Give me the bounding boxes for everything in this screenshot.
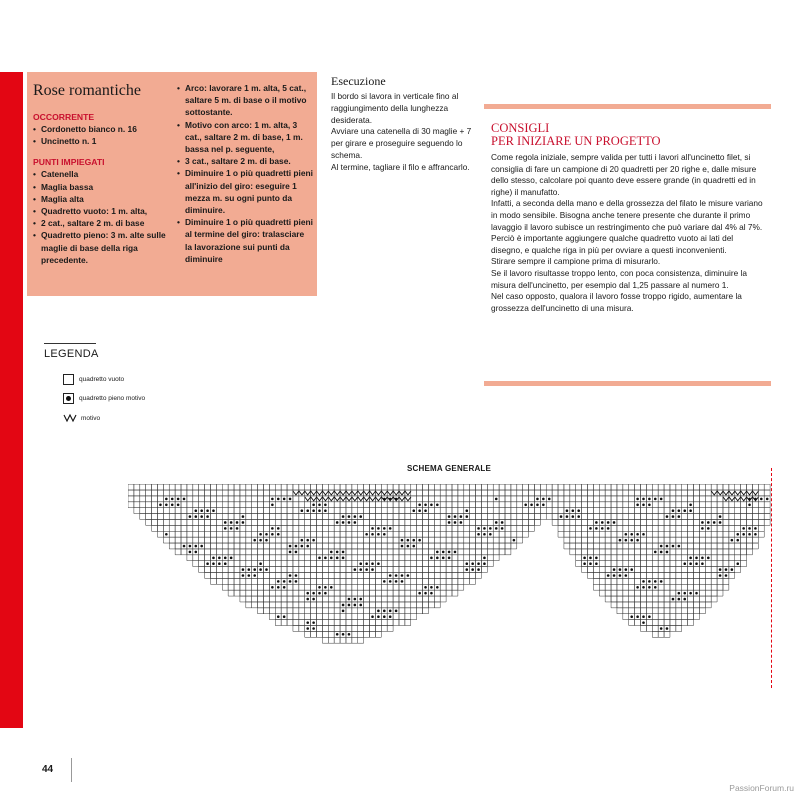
list-item: • 2 cat., saltare 2 m. di base	[33, 217, 175, 229]
tips-paragraph: Infatti, a seconda della mano e della grossezza del filato le misure variano in modo sensibile. Bisogna anche tenere presente che durante il primo lavaggio il lavoro subisce un restringimento che può variare dal 4% al 7%. Perciò è importante aggiungere qualche quadretto vuoto ai lati del disegno, e qualche riga in più per ovviare a questi inconvenienti.	[491, 198, 763, 255]
tips-title	[491, 122, 766, 148]
recipe-title: Rose romantiche	[33, 82, 141, 99]
empty-square-icon	[63, 374, 74, 385]
repeat-marker-line	[771, 468, 772, 688]
motif-icon	[63, 413, 77, 423]
list-item: • Maglia bassa	[33, 181, 175, 193]
list-item: • Arco: lavorare 1 m. alta, 5 cat., saltare 5 m. di base o il motivo sottostante.	[177, 82, 313, 119]
list-item: • Uncinetto n. 1	[33, 135, 175, 147]
list-item: • Motivo con arco: 1 m. alta, 3 cat., saltare 2 m. di base, 1 m. bassa nel p. seguente,	[177, 119, 313, 156]
side-accent-bar	[0, 72, 23, 728]
materials-heading: OCCORRENTE	[33, 112, 95, 122]
watermark: PassionForum.ru	[729, 783, 794, 793]
tips-title-line: CONSIGLI	[491, 121, 550, 135]
legend-item	[63, 413, 100, 423]
recipe-box	[27, 72, 317, 296]
filled-square-icon	[63, 393, 74, 404]
list-item: • Cordonetto bianco n. 16	[33, 123, 175, 135]
legend-rule	[44, 343, 96, 344]
tips-bottom-rule	[484, 381, 771, 386]
tips-title-line: PER INIZIARE UN PROGETTO	[491, 134, 661, 148]
tips-top-rule	[484, 104, 771, 109]
legend-title: LEGENDA	[44, 348, 99, 360]
tips-paragraph: Come regola iniziale, sempre valida per tutti i lavori all'uncinetto filet, si consiglia di fare un campione di 20 quadretti per 20 righe e, dalle misure dello stesso, calcolare poi quanto deve essere grande (in quadretti ed in righe) il manufatto.	[491, 152, 757, 197]
tips-paragraph: Nel caso opposto, qualora il lavoro fosse troppo rigido, aumentare la grossezza dell'uncinetto di una misura.	[491, 291, 742, 313]
list-item: • Maglia alta	[33, 193, 175, 205]
list-item: • Catenella	[33, 168, 175, 180]
stitches-heading: PUNTI IMPIEGATI	[33, 157, 105, 168]
recipe-column-left	[33, 82, 175, 266]
execution-paragraph: Al termine, tagliare il filo e affrancarlo.	[331, 161, 470, 172]
execution-section	[331, 74, 479, 174]
execution-paragraph: Il bordo si lavora in verticale fino al raggiungimento della lunghezza desiderata.	[331, 91, 459, 125]
list-item: • Quadretto pieno: 3 m. alte sulle maglie di base della riga precedente.	[33, 229, 175, 266]
legend-item	[63, 374, 124, 385]
stitches-list	[33, 168, 175, 266]
list-item: • Quadretto vuoto: 1 m. alta,	[33, 205, 175, 217]
legend-label: quadretto pieno motivo	[79, 395, 146, 402]
legend-label: motivo	[81, 414, 101, 422]
crochet-chart	[128, 484, 771, 660]
tips-paragraph: Stirare sempre il campione prima di misurarlo.	[491, 256, 661, 267]
recipe-column-right	[177, 82, 313, 265]
legend-label: quadretto vuoto	[79, 376, 125, 383]
tips-section	[491, 122, 766, 314]
page-separator	[71, 758, 72, 782]
page-number: 44	[42, 764, 54, 775]
schema-title: SCHEMA GENERALE	[407, 464, 492, 473]
legend-item	[63, 393, 145, 404]
execution-title: Esecuzione	[331, 74, 386, 88]
tips-paragraph: Se il lavoro risultasse troppo lento, con poca consistenza, diminuire la misura dell'uncinetto, per esempio dal 1,25 passare al numero 1.	[491, 267, 747, 290]
list-item: • 3 cat., saltare 2 m. di base.	[177, 155, 313, 167]
list-item: • Diminuire 1 o più quadretti pieni al termine del giro: tralasciare la lavorazione sui punti da diminuire	[177, 216, 313, 265]
materials-list	[33, 123, 175, 147]
list-item: • Diminuire 1 o più quadretti pieni all'inizio del giro: eseguire 1 mezza m. su ogni punto da diminuire.	[177, 167, 313, 216]
execution-paragraph: Avviare una catenella di 30 maglie + 7 per girare e proseguire seguendo lo schema.	[331, 126, 472, 160]
